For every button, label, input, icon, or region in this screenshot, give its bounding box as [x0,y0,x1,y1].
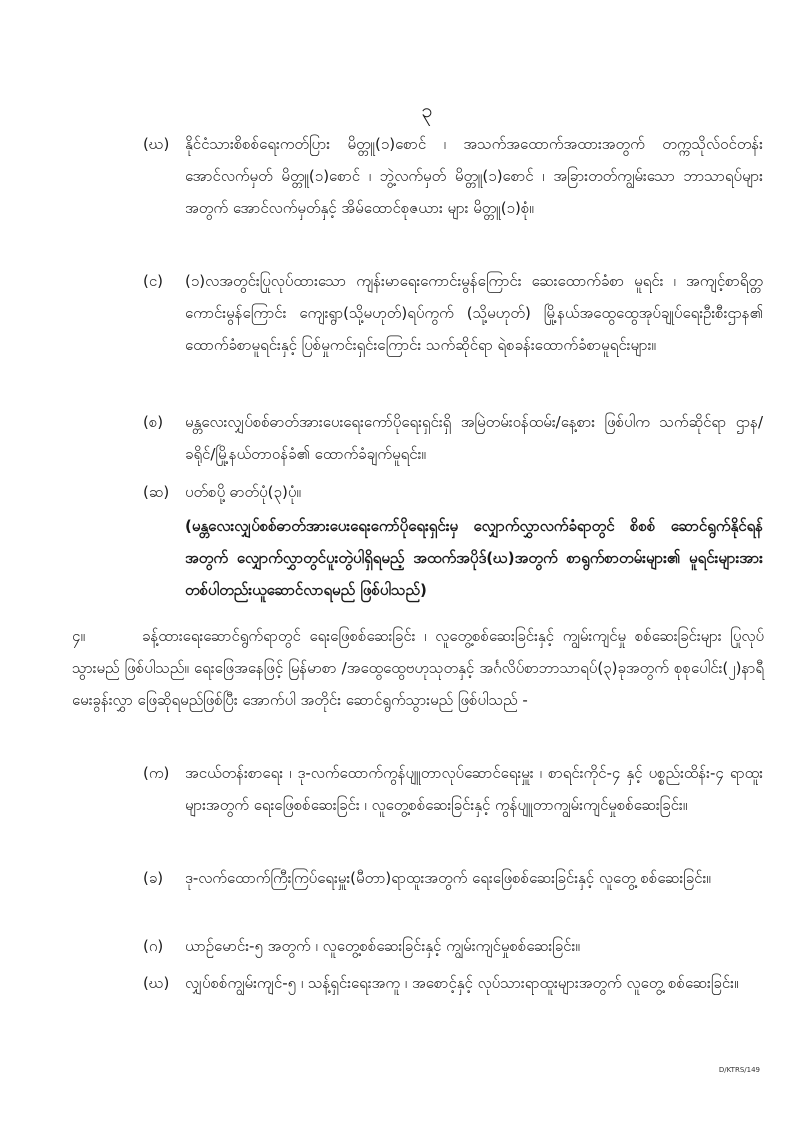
bold-note: (မန္တလေးလျှပ်စစ်ဓာတ်အားပေးရေးကော်ပိုရေးရှင်းမှ လျှောက်လွှာလက်ခံရာတွင် စိစစ် ဆောင်ရွက်နိုင်ရန်အတွက် လျှောက်လွှာတွင်ပူးတွဲပါရှိရမည့် အထက်အပိုဒ်(ဃ)အတွက် စာရွက်စာတမ်းများ၏ မူရင်းများအား တစ်ပါတည်းယူဆောင်လာရမည် ဖြစ်ပါသည်) [185,517,763,599]
page-number: ၃ [421,98,433,122]
item-marker: (ဃ) [143,135,170,153]
paragraph-number: ၄။ [72,627,85,645]
list-item-ka [143,757,763,821]
list-item-gha-2 [143,967,763,999]
paragraph-4 [72,620,764,716]
item-text: ဒု-လက်ထောက်ကြီးကြပ်ရေးမှူး(မီတာ)ရာထူးအတွက် ရေးဖြေစစ်ဆေးခြင်းနှင့် လူတွေ့ စစ်ဆေးခြင်း။ [185,869,711,887]
list-item-sa [143,406,763,470]
list-item-kha [143,862,763,894]
item-marker: (ဂ) [143,937,164,955]
list-item-nga [143,265,763,361]
item-text: လျှပ်စစ်ကျွမ်းကျင်-၅ ၊ သန့်ရှင်းရေးအကူ ၊ အစောင့်နှင့် လုပ်သားရာထူးများအတွက် လူတွေ့ စစ်ဆေးခြင်း။ [185,974,739,992]
item-marker: (ဆ) [143,483,170,501]
document-code: D/KTRS/149 [718,1066,760,1074]
item-text: ယာဉ်မောင်း-၅ အတွက် ၊ လူတွေ့စစ်ဆေးခြင်းနှင့် ကျွမ်းကျင်မှုစစ်ဆေးခြင်း။ [185,937,580,955]
item-marker: (စ) [143,413,164,431]
list-item-hsa [143,476,763,508]
item-text: အငယ်တန်းစာရေး ၊ ဒု-လက်ထောက်ကွန်ပျူတာလုပ်ဆောင်ရေးမှူး ၊ စာရင်းကိုင်-၄ နှင့် ပစ္စည်းထိန်း-၄ ရာထူးများအတွက် ရေးဖြေစစ်ဆေးခြင်း ၊ လူတွေ့စစ်ဆေးခြင်းနှင့် ကွန်ပျူတာကျွမ်းကျင်မှုစစ်ဆေးခြင်း။ [185,764,763,814]
item-marker: (ခ) [143,869,164,887]
item-marker: (က) [143,764,170,782]
list-item-ga [143,930,763,962]
item-marker: (င) [143,272,164,290]
paragraph-text: ခန့်ထားရေးဆောင်ရွက်ရာတွင် ရေးဖြေစစ်ဆေးခြင်း ၊ လူတွေ့စစ်ဆေးခြင်းနှင့် ကျွမ်းကျင်မှု စစ်ဆေးခြင်းများ ပြုလုပ်သွားမည် ဖြစ်ပါသည်။ ရေးဖြေအနေဖြင့် မြန်မာစာ /အထွေထွေဗဟုသုတနှင့် အင်္ဂလိပ်စာဘာသာရပ်(၃)ခုအတွက် စုစုပေါင်း(၂)နာရီမေးခွန်းလွှာ ဖြေဆိုရမည်ဖြစ်ပြီး အောက်ပါ အတိုင်း ဆောင်ရွက်သွားမည် ဖြစ်ပါသည် - [72,627,764,709]
item-text: မန္တလေးလျှပ်စစ်ဓာတ်အားပေးရေးကော်ပိုရေးရှင်းရှိ အမြဲတမ်းဝန်ထမ်း/နေ့စား ဖြစ်ပါက သက်ဆိုင်ရာ ဌာန/ခရိုင်/မြို့နယ်တာဝန်ခံ၏ ထောက်ခံချက်မူရင်း။ [185,413,763,463]
item-text: ပတ်စပို့ ဓာတ်ပုံ(၃)ပုံ။ [185,483,301,501]
item-marker: (ဃ) [143,974,170,992]
item-text: နိုင်ငံသားစိစစ်ရေးကတ်ပြား မိတ္တူ(၁)စောင် ၊ အသက်အထောက်အထားအတွက် တက္ကသိုလ်ဝင်တန်း အောင်လက်မှတ် မိတ္တူ(၁)စောင် ၊ ဘွဲ့လက်မှတ် မိတ္တူ(၁)စောင် ၊ အခြားတတ်ကျွမ်းသော ဘာသာရပ်များအတွက် အောင်လက်မှတ်နှင့် အိမ်ထောင်စုဇယား များ မိတ္တူ(၁)စုံ။ [185,135,763,217]
item-text: (၁)လအတွင်းပြုလုပ်ထားသော ကျန်းမာရေးကောင်းမွန်ကြောင်း ဆေးထောက်ခံစာ မူရင်း ၊ အကျင့်စာရိတ္တကောင်းမွန်ကြောင်း ကျေးရွာ(သို့မဟုတ်)ရပ်ကွက် (သို့မဟုတ်) မြို့နယ်အထွေထွေအုပ်ချုပ်ရေးဦးစီးဌာန၏ ထောက်ခံစာမူရင်းနှင့် ပြစ်မှုကင်းရှင်းကြောင်း သက်ဆိုင်ရာ ရဲစခန်းထောက်ခံစာမူရင်းများ။ [185,272,763,354]
list-item-gha [143,128,763,224]
